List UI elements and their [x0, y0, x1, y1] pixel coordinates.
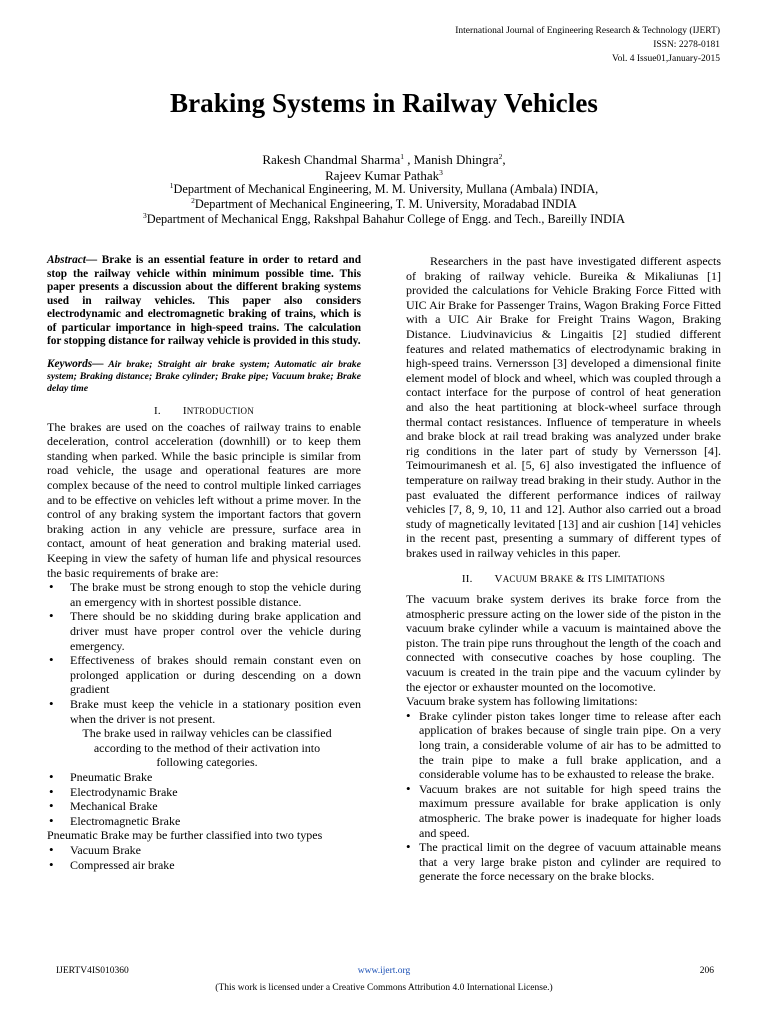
author-separator: ,	[502, 152, 506, 167]
author-name: Rakesh Chandmal Sharma	[262, 152, 401, 167]
list-item: • There should be no skidding during brake application and driver must have proper control over the vehicle during emergency.	[47, 609, 361, 653]
author-affiliation-mark: 1	[400, 152, 405, 161]
author-name: , Manish Dhingra	[407, 152, 499, 167]
section-title-rest: NTRODUCTION	[186, 406, 254, 417]
section-number: I.	[154, 405, 161, 418]
affiliation	[0, 197, 768, 212]
issn: ISSN: 2278-0181	[653, 40, 720, 50]
literature-review-paragraph: Researchers in the past have investigated different aspects of braking of railway vehicle. Bureika & Mikaliunas [1] provided the calculations for Vehicle Braking Force Fitted with UIC Air Brake for Passenger Trains, Wagon Braking Force Fitted with a UIC Air Brake for Freight Trains Wagon, Braking Distance. Liudvinavicius & Lingaitis [2] studied different features and related mathematics of electrodynamic braking in high-speed trains. Vernersson [3] developed a dimensional finite element model of block and wheel, which was coupled through a contact interface for the purpose of control of heat generation and also the heat partitioning at block-wheel surface through thermal contact resistances. Influence of temperature in wheels and brake block at rail tread braking was analyzed under brake rig conditions in the later part of study by Vernersson [4]. Teimourimanesh et al. [5, 6] also investigated the influence of temperature on railway tread braking in their study. Author in the past evaluated the different performance indices of railway vehicles [7, 8, 9, 10, 11 and 12]. Author also carried out a broad study of magnetically levitated [13] and air cushion [14] vehicles in the recent past, presenting a summary of different types of brakes used in railway vehicles in this paper.	[406, 254, 721, 560]
website-link[interactable]: www.ijert.org	[357, 966, 411, 976]
section-title-initial: I	[182, 405, 187, 418]
list-item: • Brake must keep the vehicle in a stationary position even when the driver is not present.	[47, 697, 361, 726]
author-affiliation-mark: 3	[439, 168, 443, 177]
left-column	[47, 254, 361, 872]
abstract-label: Abstract—	[47, 254, 98, 266]
abstract	[47, 254, 361, 349]
section-title-part: V	[494, 573, 503, 586]
affiliation-text: Department of Mechanical Engg, Rakshpal Bahahur College of Engg. and Tech., Bareilly INDIA	[146, 212, 626, 226]
section-heading-introduction	[47, 404, 361, 419]
paper-title: Braking Systems in Railway Vehicles	[169, 88, 599, 118]
abstract-text: Brake is an essential feature in order to retard and stop the railway vehicle within minimum possible time. This paper presents a discussion about the different braking systems used in railway vehicles. This paper also considers electrodynamic and electromagnetic braking of trains, which is of particular importance in high-speed trains. The calculation for stopping distance for railway vehicle is provided in this study.	[47, 254, 361, 347]
section-title-part: & I	[573, 573, 592, 586]
classification-intro: The brake used in railway vehicles can be classified according to the method of their activation into following categories.	[82, 726, 332, 770]
author-list	[0, 152, 768, 184]
list-item: • Compressed air brake	[47, 858, 361, 873]
page-number: 206	[699, 966, 714, 976]
brake-categories-list	[47, 770, 361, 828]
affiliation	[0, 212, 768, 227]
requirements-list	[47, 580, 361, 726]
list-item: • Vacuum brakes are not suitable for high speed trains the maximum pressure available for brake application is only atmospheric. The brake power is inadequate for higher loads and speed.	[406, 782, 721, 840]
keywords	[47, 358, 361, 396]
section-title-part: TS	[591, 574, 603, 585]
pneumatic-types-list	[47, 843, 361, 872]
list-item: • Pneumatic Brake	[47, 770, 361, 785]
list-item: • Electrodynamic Brake	[47, 785, 361, 800]
list-item: • Electromagnetic Brake	[47, 814, 361, 829]
author-name: Rajeev Kumar Pathak	[325, 168, 440, 183]
affiliation-text: Department of Mechanical Engineering, T. M. University, Moradabad INDIA	[194, 197, 577, 211]
affiliation-mark: 1	[169, 181, 174, 190]
introduction-paragraph: The brakes are used on the coaches of railway trains to enable deceleration, control acceleration (downhill) or to keep them standing when parked. While the basic principle is similar from road vehicle, the usage and operational features are more complex because of the need to control multiple linked carriages and to be effective on vehicles left without a prime mover. In the control of any braking system the important factors that govern braking action in any vehicle are pressure, surface area in contact, amount of heat generation and braking material used. Keeping in view the safety of human life and physical resources the basic requirements of brake are:	[47, 419, 361, 580]
section-title-part: RAKE	[547, 574, 574, 585]
section-number: II.	[461, 573, 473, 586]
license-notice: (This work is licensed under a Creative Commons Attribution 4.0 International License.)	[215, 983, 553, 993]
section-title-part: ACUUM	[502, 574, 538, 585]
list-item: • Brake cylinder piston takes longer time to release after each application of brakes because of single train pipe. On a very long train, a considerable volume of air has to be admitted to the train pipe to make a full brake application, and a considerable volume has to be exhausted to release the brake.	[406, 709, 721, 782]
limitations-list	[406, 709, 721, 884]
affiliation-mark: 2	[191, 196, 195, 205]
volume-issue: Vol. 4 Issue01,January-2015	[611, 54, 720, 64]
journal-name: International Journal of Engineering Research & Technology (IJERT)	[455, 26, 720, 36]
affiliation-mark: 3	[142, 211, 147, 220]
section-title-part: L	[602, 573, 613, 586]
keywords-label: Keywords—	[47, 357, 104, 370]
author-affiliation-mark: 2	[498, 152, 503, 161]
affiliation-text: Department of Mechanical Engineering, M. M. University, Mullana (Ambala) INDIA,	[173, 182, 599, 196]
journal-header	[455, 24, 720, 66]
vacuum-brake-paragraph: The vacuum brake system derives its brake force from the atmospheric pressure acting on the lower side of the piston in the vacuum brake cylinder while a vacuum is maintained above the piston. The train pipe runs throughout the length of the coach and connected with consecutive coaches by hose coupling. The vacuum is created in the train pipe and the vacuum cylinder by the ejector or exhauster mounted on the locomotive.	[406, 592, 721, 694]
section-heading-vacuum-brake	[406, 572, 721, 587]
affiliations	[0, 182, 768, 227]
right-column	[406, 254, 721, 884]
list-item: • The practical limit on the degree of vacuum attainable means that a very large brake piston and cylinder are required to generate the force necessary on the brake blocks.	[406, 840, 721, 884]
affiliation	[0, 182, 768, 197]
list-item: • Vacuum Brake	[47, 843, 361, 858]
list-item: • Mechanical Brake	[47, 799, 361, 814]
section-title-part: IMITATIONS	[612, 574, 666, 585]
pneumatic-intro: Pneumatic Brake may be further classified into two types	[47, 828, 323, 843]
author-line-1	[0, 152, 768, 168]
list-item: • Effectiveness of brakes should remain constant even on prolonged application or during descending on a down gradient	[47, 653, 361, 697]
list-item: • The brake must be strong enough to stop the vehicle during an emergency with in shortest possible distance.	[47, 580, 361, 609]
section-title-part: B	[537, 573, 548, 586]
keywords-text: Air brake; Straight air brake system; Automatic air brake system; Braking distance; Brake cylinder; Brake pipe; Vacuum brake; Brake delay time	[47, 358, 361, 394]
paper-id: IJERTV4IS010360	[56, 966, 129, 976]
limitations-intro: Vacuum brake system has following limitations:	[406, 694, 638, 709]
